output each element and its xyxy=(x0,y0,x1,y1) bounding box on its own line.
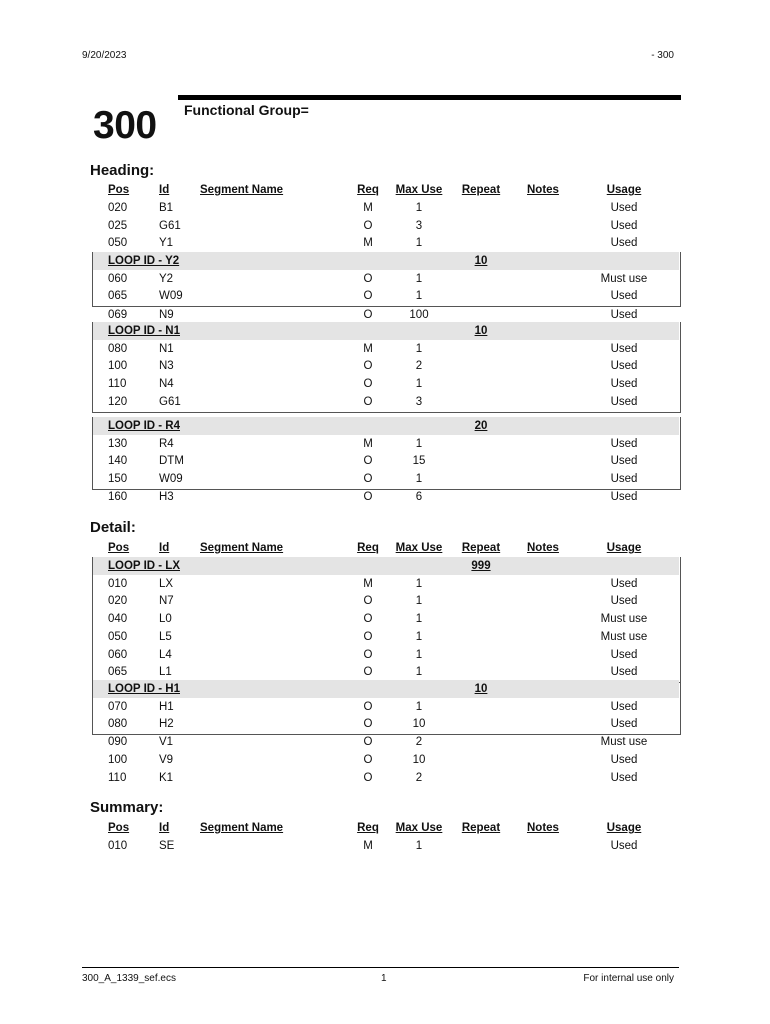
cell-pos: 010 xyxy=(108,840,128,852)
column-header-usage: Usage xyxy=(606,542,642,554)
column-header-max-use: Max Use xyxy=(395,542,443,554)
column-header-row xyxy=(0,182,770,199)
cell-usage: Used xyxy=(610,648,638,661)
cell-max-use: 6 xyxy=(415,490,423,503)
table-row xyxy=(0,235,770,252)
cell-usage: Used xyxy=(610,753,638,766)
loop-repeat-count: 20 xyxy=(474,420,488,432)
column-header-row xyxy=(0,820,770,837)
cell-usage: Used xyxy=(610,202,638,214)
cell-id: V9 xyxy=(159,753,174,766)
column-header-notes: Notes xyxy=(527,822,559,834)
cell-req: O xyxy=(363,595,373,608)
loop-outline xyxy=(92,680,681,735)
cell-pos: 040 xyxy=(108,613,128,626)
loop-outline xyxy=(92,322,681,413)
cell-id: H3 xyxy=(159,490,174,503)
column-header-req: Req xyxy=(357,822,379,834)
cell-max-use: 1 xyxy=(415,648,423,661)
column-header-pos: Pos xyxy=(108,184,130,196)
loop-repeat-count: 10 xyxy=(474,325,488,337)
cell-usage: Used xyxy=(610,840,638,852)
cell-max-use: 1 xyxy=(415,473,423,486)
cell-pos: 100 xyxy=(108,360,128,373)
cell-id: K1 xyxy=(159,771,174,784)
cell-usage: Used xyxy=(610,455,638,468)
cell-usage: Used xyxy=(610,378,638,391)
cell-pos: 060 xyxy=(108,648,128,661)
loop-outline xyxy=(92,417,681,490)
cell-id: Y2 xyxy=(159,272,174,285)
table-row xyxy=(0,770,770,787)
cell-pos: 070 xyxy=(108,700,128,713)
column-header-row xyxy=(0,540,770,557)
column-header-repeat: Repeat xyxy=(461,184,501,196)
cell-pos: 080 xyxy=(108,718,128,731)
column-header-usage: Usage xyxy=(606,184,642,196)
cell-req: M xyxy=(363,342,373,355)
cell-id: G61 xyxy=(159,219,181,232)
cell-max-use: 2 xyxy=(415,736,423,749)
cell-usage: Used xyxy=(610,700,638,713)
cell-pos: 080 xyxy=(108,342,128,355)
cell-max-use: 1 xyxy=(415,290,423,303)
footer-note: For internal use only xyxy=(583,973,674,984)
loop-outline xyxy=(92,252,681,307)
cell-req: O xyxy=(363,490,373,503)
cell-pos: 140 xyxy=(108,455,128,468)
cell-id: N7 xyxy=(159,595,174,608)
column-header-segment-name: Segment Name xyxy=(200,822,284,834)
table-row xyxy=(0,200,770,217)
cell-usage: Used xyxy=(610,290,638,303)
cell-pos: 130 xyxy=(108,437,128,450)
cell-pos: 050 xyxy=(108,630,128,643)
cell-id: W09 xyxy=(159,473,183,486)
cell-req: O xyxy=(363,666,373,679)
column-header-pos: Pos xyxy=(108,822,130,834)
cell-pos: 025 xyxy=(108,219,128,232)
header-doc-ref: - 300 xyxy=(651,50,674,61)
cell-max-use: 1 xyxy=(415,595,423,608)
cell-id: L0 xyxy=(159,613,172,626)
cell-pos: 020 xyxy=(108,595,128,608)
cell-id: N3 xyxy=(159,360,174,373)
loop-repeat-count: 10 xyxy=(474,683,488,695)
header-date: 9/20/2023 xyxy=(82,50,127,61)
cell-usage: Used xyxy=(610,395,638,408)
cell-max-use: 1 xyxy=(415,666,423,679)
column-header-req: Req xyxy=(357,184,379,196)
cell-max-use: 1 xyxy=(415,437,423,450)
cell-max-use: 1 xyxy=(415,378,423,391)
column-header-usage: Usage xyxy=(606,822,642,834)
cell-max-use: 3 xyxy=(415,395,423,408)
cell-max-use: 10 xyxy=(412,718,426,731)
cell-id: H2 xyxy=(159,718,174,731)
cell-req: O xyxy=(363,395,373,408)
cell-req: O xyxy=(363,718,373,731)
cell-req: O xyxy=(363,455,373,468)
cell-pos: 110 xyxy=(108,771,127,784)
cell-usage: Used xyxy=(610,666,638,679)
cell-pos: 150 xyxy=(108,473,128,486)
cell-pos: 090 xyxy=(108,736,128,749)
cell-max-use: 2 xyxy=(415,771,423,784)
cell-req: O xyxy=(363,736,373,749)
cell-max-use: 1 xyxy=(415,613,423,626)
cell-pos: 069 xyxy=(108,309,128,322)
column-header-id: Id xyxy=(159,184,170,196)
cell-usage: Used xyxy=(610,437,638,450)
cell-usage: Must use xyxy=(600,272,648,285)
cell-id: H1 xyxy=(159,700,174,713)
cell-id: LX xyxy=(159,577,174,590)
column-header-repeat: Repeat xyxy=(461,822,501,834)
column-header-segment-name: Segment Name xyxy=(200,542,284,554)
cell-usage: Must use xyxy=(600,613,648,626)
column-header-notes: Notes xyxy=(527,542,559,554)
cell-usage: Used xyxy=(610,237,638,250)
cell-usage: Used xyxy=(610,309,638,322)
cell-pos: 065 xyxy=(108,666,128,679)
column-header-id: Id xyxy=(159,822,170,834)
cell-max-use: 1 xyxy=(415,272,423,285)
cell-max-use: 1 xyxy=(415,202,423,214)
cell-usage: Used xyxy=(610,771,638,784)
cell-max-use: 10 xyxy=(412,753,426,766)
cell-req: O xyxy=(363,378,373,391)
column-header-req: Req xyxy=(357,542,379,554)
loop-id-label: LOOP ID - LX xyxy=(108,560,180,572)
cell-max-use: 1 xyxy=(415,342,423,355)
cell-id: B1 xyxy=(159,202,174,214)
cell-req: M xyxy=(363,840,373,852)
cell-max-use: 2 xyxy=(415,360,423,373)
cell-max-use: 100 xyxy=(409,309,429,322)
column-header-repeat: Repeat xyxy=(461,542,501,554)
cell-max-use: 1 xyxy=(415,840,423,852)
cell-id: Y1 xyxy=(159,237,174,250)
column-header-max-use: Max Use xyxy=(395,184,443,196)
cell-req: O xyxy=(363,753,373,766)
cell-id: N4 xyxy=(159,378,174,391)
cell-pos: 160 xyxy=(108,490,128,503)
cell-id: N9 xyxy=(159,309,174,322)
cell-id: V1 xyxy=(159,736,174,749)
cell-req: O xyxy=(363,290,373,303)
cell-pos: 065 xyxy=(108,290,128,303)
column-header-notes: Notes xyxy=(527,184,559,196)
cell-pos: 020 xyxy=(108,202,128,214)
cell-max-use: 1 xyxy=(415,237,423,250)
cell-id: W09 xyxy=(159,290,183,303)
cell-req: O xyxy=(363,648,373,661)
cell-usage: Used xyxy=(610,219,638,232)
cell-usage: Used xyxy=(610,490,638,503)
cell-usage: Used xyxy=(610,595,638,608)
column-header-id: Id xyxy=(159,542,170,554)
cell-max-use: 3 xyxy=(415,219,423,232)
loop-id-label: LOOP ID - Y2 xyxy=(108,255,180,267)
section-summary-title: Summary: xyxy=(90,799,164,816)
cell-usage: Used xyxy=(610,473,638,486)
cell-req: O xyxy=(363,309,373,322)
cell-req: M xyxy=(363,437,373,450)
cell-max-use: 1 xyxy=(415,700,423,713)
cell-pos: 010 xyxy=(108,577,128,590)
column-header-pos: Pos xyxy=(108,542,130,554)
cell-req: O xyxy=(363,771,373,784)
title-rule xyxy=(178,95,681,100)
footer-filename: 300_A_1339_sef.ecs xyxy=(82,973,176,984)
column-header-max-use: Max Use xyxy=(395,822,443,834)
cell-id: N1 xyxy=(159,342,174,355)
cell-id: L1 xyxy=(159,666,172,679)
cell-req: O xyxy=(363,360,373,373)
cell-usage: Used xyxy=(610,718,638,731)
doc-title: Functional Group= xyxy=(184,102,309,118)
table-row xyxy=(0,489,770,506)
cell-pos: 060 xyxy=(108,272,128,285)
cell-pos: 100 xyxy=(108,753,128,766)
cell-usage: Used xyxy=(610,577,638,590)
loop-id-label: LOOP ID - H1 xyxy=(108,683,180,695)
cell-usage: Must use xyxy=(600,630,648,643)
cell-id: DTM xyxy=(159,455,184,468)
loop-id-label: LOOP ID - N1 xyxy=(108,325,180,337)
loop-repeat-count: 999 xyxy=(471,560,491,572)
cell-pos: 050 xyxy=(108,237,128,250)
cell-id: R4 xyxy=(159,437,174,450)
cell-max-use: 15 xyxy=(412,455,426,468)
footer-page-number: 1 xyxy=(381,973,387,984)
cell-req: O xyxy=(363,630,373,643)
cell-usage: Must use xyxy=(600,736,648,749)
cell-req: O xyxy=(363,473,373,486)
cell-pos: 120 xyxy=(108,395,128,408)
cell-max-use: 1 xyxy=(415,630,423,643)
cell-usage: Used xyxy=(610,342,638,355)
cell-req: O xyxy=(363,272,373,285)
table-row xyxy=(0,752,770,769)
footer-rule xyxy=(82,967,679,968)
doc-number: 300 xyxy=(93,104,157,147)
cell-id: L4 xyxy=(159,648,172,661)
table-row xyxy=(0,218,770,235)
column-header-segment-name: Segment Name xyxy=(200,184,284,196)
cell-pos: 110 xyxy=(108,378,127,391)
section-heading-title: Heading: xyxy=(90,162,155,179)
cell-req: M xyxy=(363,577,373,590)
cell-req: O xyxy=(363,219,373,232)
cell-id: G61 xyxy=(159,395,181,408)
cell-id: L5 xyxy=(159,630,172,643)
cell-req: M xyxy=(363,237,373,250)
cell-usage: Used xyxy=(610,360,638,373)
table-row xyxy=(0,734,770,751)
loop-id-label: LOOP ID - R4 xyxy=(108,420,180,432)
cell-req: O xyxy=(363,613,373,626)
cell-max-use: 1 xyxy=(415,577,423,590)
cell-id: SE xyxy=(159,840,175,852)
section-detail-title: Detail: xyxy=(90,519,136,536)
loop-repeat-count: 10 xyxy=(474,255,488,267)
cell-req: M xyxy=(363,202,373,214)
table-row xyxy=(0,838,770,855)
loop-outline xyxy=(92,557,681,683)
cell-req: O xyxy=(363,700,373,713)
